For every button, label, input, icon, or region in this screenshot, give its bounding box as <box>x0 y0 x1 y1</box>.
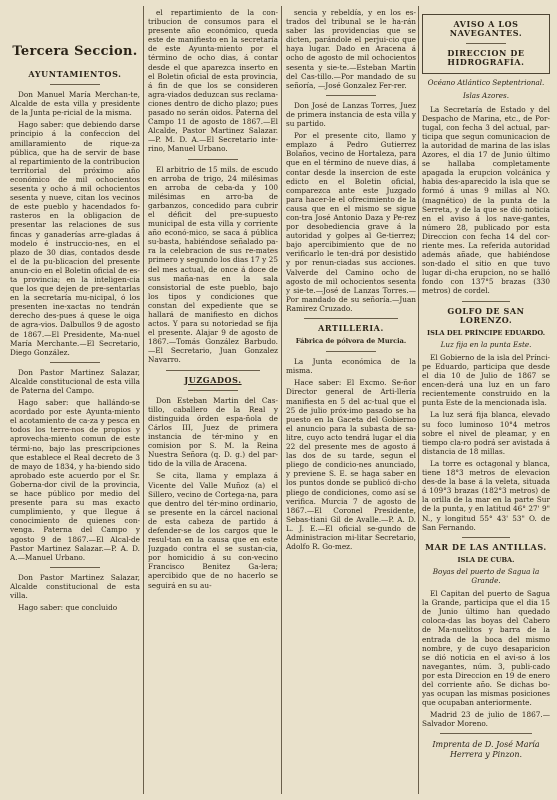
heading-antillas: MAR DE LAS ANTILLAS. <box>425 541 547 552</box>
divider <box>462 301 510 302</box>
notice-intro: Don Pastor Martinez Salazar, Alcalde constitucional de esta villa. <box>10 572 140 600</box>
notice-body: el repartimiento de la con-tribucion de consumos para el presente año económico, queda este de manifiesto en la secretaría de este Ayunta-miento por el término de ocho dias, á contar desde el que aparezca inserto en el Boletin oficial de esta provincia, á fin de que los se consideren agra-viados deduzcan sus reclama-ciones dentro de dicho plazo; pues pasado no serán oidos. Paterna del Campo 11 de agosto de 1867.—El Alcalde, Pastor Martinez Salazar.—P. M. D. A.—El Secretario inte-rino, Manuel Urbano. <box>148 8 278 154</box>
column-rule <box>143 6 144 794</box>
notice-body: La luz será fija blanca, elevado su foco luminoso 10°4 metros sobre el nivel de pleamar, y en tiempo cla-ro podrá ser avistada á distancia de 18 millas. <box>422 410 550 456</box>
divider <box>188 159 238 160</box>
heading-golfo: GOLFO DE SAN LORENZO. <box>447 305 525 325</box>
region-ocean: Océano Atlántico Septentrional. <box>427 78 545 88</box>
notice-body: Por el presente cito, llamo y emplazo á Pedro Gutierrez Bolaños, vecino de Hortaleza, para que en el término de nueve dias, á contar desde la insercion de este edicto en el Boletin oficial, comparezca ante este Juzgado para hacer-le el ofrecimiento de la causa que en el mismo se sigue con-tra José Antonio Daza y Pe-rez por desobediencia grave á la autoridad y golpes al Ge-tierrez; bajo apercibimiento que de no verificarlo le ten-drá por desistido y por renun-ciadas sus acciones. Valverde del Camino ocho de agosto de mil ochocientos sesenta y sie-te.—José de Lanzas Torres.—Por mandado de su señoría.—Juan Ramirez Cruzado. <box>286 131 416 313</box>
notice-body: El arbitrio de 15 mils. de escudo en arroba de trigo, 24 milésimas en arroba de ceba-da y 100 milésimas en arro-ba de garbanzos, concedido para cubrir el déficit del pre-supuesto municipal de esta villa y corriente año econó-mico, se saca á pública su-basta, habiéndose señalado pa-ra la celebracion de sus re-mates primero y segundo los dias 17 y 25 del mes actual, de once á doce de sus maña-nas en la sala consistorial de este pueblo, bajo los tipos y condiciones que constan del expediente que se hallará de manifiesto en dichos actos. Y para su notoriedad se fija el presente. Alajar 9 de agosto de 1867.—Tomás González Barbudo.—El Secretario, Juan Gonzalez Navarro. <box>148 164 278 365</box>
notice-body: La torre es octagonal y blanca, tiene 18°3 metros de elevacion des-de la base á la veleta, situada á 109°3 brazas (182°3 metros) de la orilla de la mar en la parte Sur de la punta, y en latitud 46° 27' 9" N., y longitud 55° 43' 53" O. de San Fernando. <box>422 458 550 532</box>
notice-body: El Capitan del puerto de Sagua la Grande, participa que el dia 15 de Junio último han quedado coloca-das las boyas del Cabero de Ma-nuelitos y barra de la entrada de la boca del mismo nombre, y de cuyo desaparicion se dió noticia en el avi-so á los navegantes, núm. 3, publi-cado por esta Direccion en 19 de enero del corriente año. Se dichas bo-yas ocupan las mismas posiciones que ocupaban anteriormente. <box>422 589 550 708</box>
notice-body: La Secretaría de Estado y del Despacho de Marina, etc., de Por-tugal, con fecha 3 del actual, par-ticipa que segun comunicacion de la autoridad de marina de las islas Azores, el dia 17 de Junio último se hallaba completamente apagada la erupcion volcánica y habia des-aparecido la isla que se formó á unas 9 millas al NO. (magnético) de la punta de la Serreta, y de la que se dió noticia en el aviso á los nave-gantes, número 28, publicado por esta Direccion con fecha 14 del cor-riente mes. La referida autoridad además añade, que habiéndose son-dado el sitio en que tuvo lugar di-cha erupcion, no se halló fondo con 137°5 brazas (330 metros) de cordel. <box>422 104 550 296</box>
subheading-luz: Luz fija en la punta Este. <box>440 339 532 349</box>
section-heading-ayuntamientos: AYUNTAMIENTOS. <box>28 69 122 79</box>
notice-body: Hace saber: El Excmo. Se-ñor Director general de Arti-llería manifiesta en 5 del ac-tual que el 25 de julio próx-imo pasado se ha puesto en la Gaceta del Gobierno el anuncio para la subasta de sa-litre, cuyo acto tendrá lugar el dia 22 del presente mes de agosto á las dos de su tarde, segun el pliego de condicio-nes anunciado, y previene S. E. se haga saber en los puntos donde se publicó di-cho pliego de condiciones, como así se verifica. Murcia 7 de agosto de 1867.—El Coronel Presidente, Sebas-tiani Gil de Avalle.—P. A. D. L. J. E.—El oficial se-gundo de Administracion mi-litar Secretario, Adolfo R. Go-mez. <box>286 378 416 552</box>
subheading-boyas: Boyas del puerto de Sagua la Grande. <box>432 566 540 585</box>
divider <box>462 537 510 538</box>
notice-intro: Don Manuel María Merchan-te, Alcalde de esta villa y presidente de la Junta pe-ricial de la misma. <box>10 90 140 118</box>
navigation-notice-header <box>422 14 550 74</box>
box-heading: AVISO A LOS NAVEGANTES. <box>449 19 523 39</box>
imprint-line: Imprenta de D. José María <box>432 740 540 750</box>
column-rule <box>281 6 282 794</box>
notice-body: Hago saber: que debiendo darse principio á la confeccion del amillaramiento de rique-za pública, que ha de servir de base al repartimiento de la contribucion territorial del próximo año económico de mil ochocientos sesenta y ocho á mil ochocientos sesenta y nueve, citan los vecinos de este pueblo y hacendados fo-rasteros en la obligacion de presentar las relaciones de sus fincas y ganaderías arre-gladas á modelo é instruccio-nes, en el plazo de 30 dias, contados desde el de la pu-blicacion del presente anun-cio en el Boletin oficial de es-ta provincia; en la inteligen-cia que los que dejen de pre-sentarlas en la secretaría mu-nicipal, ó los presenten ine-xactas no tendrán derecho des-pues á quese le oiga de agra-vios. Dalbullos 9 de agosto de 1867.—El Presidente, Ma-nuel María Merchante.—El Secretario, Diego González. <box>10 120 140 357</box>
column-4 <box>422 8 550 794</box>
imprint <box>422 740 550 760</box>
section-title: Tercera Seccion. <box>12 44 138 59</box>
column-3 <box>286 8 416 794</box>
section-heading-juzgados: JUZGADOS. <box>184 374 242 385</box>
region-islands: Islas Azores. <box>462 91 510 101</box>
divider <box>466 43 506 44</box>
notice-body: Se cita, llama y emplaza á Vicente del Valle Muñoz (a) el Sillero, vecino de Cortega-na, para que dentro del tér-mino ordinario, se presente en la cárcel nacional de esta cabeza de partido á defender-se de los cargos que le resul-tan en la causa que en este Juzgado contra el se sustan-cia, por homicidio á su con-vecino Francisco Benitez Ga-lera; apercibido que de no hacerlo se seguirá en su au- <box>148 471 278 590</box>
notice-intro: Don Pastor Martinez Salazar, Alcalde constitucional de esta villa de Paterna del Campo. <box>10 367 140 395</box>
notice-signature: Madrid 23 de julio de 1867.—Salvador Moreno. <box>422 710 550 729</box>
divider <box>50 84 100 85</box>
subheading-isla: ISLA DEL PRÍNCIPE EDUARDO. <box>427 328 545 337</box>
section-heading-artilleria: ARTILLERIA. <box>318 323 384 333</box>
notice-body: sencia y rebeldía, y en los es-trados del tribunal se le ha-rán saber las providencias que se dicten, parándole el perjui-cio que haya lugar. Dado en Aracena á ocho de agosto de mil ochocientos sesenta y sie-te.—Esteban Martin del Cas-tillo.—Por mandado de su señoría, —José Gonzalez Fer-rer. <box>286 8 416 90</box>
divider <box>326 351 376 352</box>
divider <box>50 567 100 568</box>
imprint-line: Herrera y Pinzon. <box>449 750 523 760</box>
notice-intro: La Junta económica de la misma. <box>286 357 416 376</box>
column-rule <box>418 6 419 794</box>
notice-body: El Gobierno de la isla del Prínci-pe Eduardo, participa que desde el dia 10 de Julio de 1867 se encen-derá una luz en un faro recientemente construido en la punta Este de la mencionada isla. <box>422 352 550 408</box>
notice-intro: Don José de Lanzas Torres, Juez de primera instancia de esta villa y su partido. <box>286 100 416 129</box>
subheading-cuba: ISLA DE CUBA. <box>457 555 515 564</box>
subheading-fabrica: Fábrica de pólvora de Murcia. <box>295 337 407 346</box>
notice-body: Hago saber: que hallándo-se acordado por este Ayunta-miento el acotamiento de ca-za y pesca en todos los terre-nos de propios y aprovecha-miento comun de este térmi-no, bajo las prescripciones que establece el Real decreto de 3 de mayo de 1834, y ha-biendo sido aprobado este acuerdo por el Sr. Goberna-dor civil de la provincia, se hace público por medio del presente para su mas exacto cumplimiento, y que llegue á conocimiento de quienes con-venga. Paterna del Campo y agosto 9 de 1867.—El Alcal-de Pastor Martinez Salazar.—P. A. D. A.—Manuel Urbano. <box>10 398 140 562</box>
divider <box>166 370 260 371</box>
notice-intro: Don Esteban Martin del Cas-tillo, caballero de la Real y distinguida órden espa-ñola de Cárlos III, Juez de primera instancia de tér-mino y en comision por S. M. la Reina Nuestra Señora (q. D. g.) del par-tido de la villa de Aracena. <box>148 395 278 469</box>
notice-body: Hago saber: que concluido <box>18 603 118 613</box>
divider <box>188 390 238 391</box>
box-subheading: DIRECCION DE HIDROGRAFÍA. <box>447 48 525 68</box>
divider <box>50 362 100 363</box>
divider <box>326 95 376 96</box>
divider <box>304 318 398 319</box>
column-1 <box>10 8 140 794</box>
divider <box>440 733 532 734</box>
column-2 <box>148 8 278 794</box>
